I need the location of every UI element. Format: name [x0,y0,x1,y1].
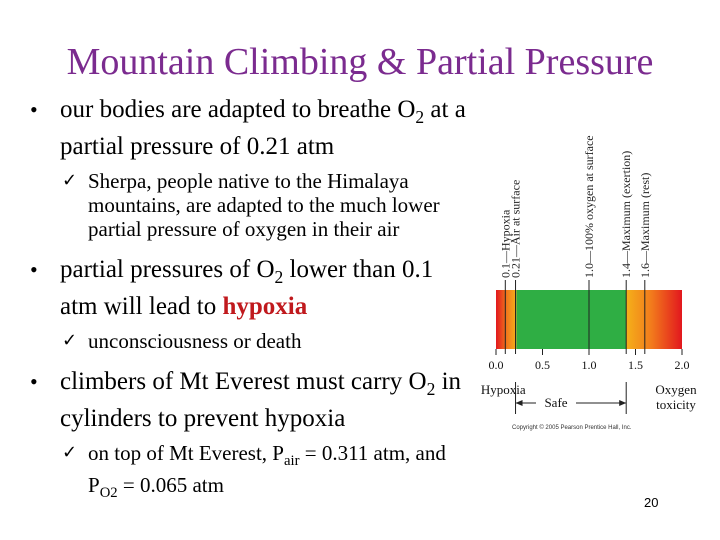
sub-bullet-everest: ✓ on top of Mt Everest, $P_{air} = 0.311$ atm, and $P_{O2} = 0.065$ atm [62,441,446,502]
tick-label-4: 2.0 [674,358,690,372]
bullet-text-cont: at a partial pressure of 0.21 atm [60,96,466,160]
safe-arrowhead-right [619,400,626,406]
toxicity-zone-band [626,290,682,349]
slide-title: Mountain Climbing & Partial Pressure [66,41,654,83]
bullet-dot: • [30,369,38,394]
bullet-breathe-o2: • our bodies are adapted to breathe $O_2$ at a partial pressure of 0.21 atm [30,96,466,160]
copyright-text: Copyright © 2005 Pearson Prentice Hall, Inc. [512,425,632,431]
hypoxia-zone-band [496,290,516,349]
tick-label-0: 0.0 [488,358,504,372]
bullet-list [30,95,470,519]
zone-label-safe: Safe [544,395,568,410]
bullet-dot: • [30,97,38,122]
marker-label-3: 1.4—Maximum (exertion) [619,150,634,278]
checkmark-icon: ✓ [62,442,78,463]
marker-label-0: 0.1—Hypoxia [498,209,513,278]
zone-label-hypoxia: Hypoxia [480,382,526,397]
tick-label-2: 1.0 [581,358,597,372]
sub-bullet-unconsciousness: ✓ unconsciousness or death [62,329,302,353]
bullet-text: our bodies are adapted to breathe O [60,96,416,123]
bullet-climbers: • climbers of Mt Everest must carry $O_2$ in cylinders to prevent hypoxia [30,368,462,432]
marker-label-1: 0.21—Air at surface [508,179,523,278]
safe-arrowhead-left [516,400,523,406]
checkmark-icon: ✓ [62,330,78,351]
pressure-scale-diagram [464,92,700,437]
bullet-low-pressure: • partial pressures of $O_2$ lower than 0.1 atm will lead to hypoxia [30,256,434,320]
hypoxia-emphasis: hypoxia [222,293,308,320]
marker-label-4: 1.6—Maximum (rest) [637,172,652,278]
partial-pressure-figure [464,92,700,437]
tick-group [489,349,690,372]
tick-label-1: 0.5 [535,358,550,372]
zone-group [481,382,697,414]
safe-zone-band [516,290,626,349]
checkmark-icon: ✓ [62,170,78,191]
page-number: 20 [644,495,659,510]
zone-label-oxygen: Oxygen [655,382,697,397]
tick-label-3: 1.5 [628,358,643,372]
zone-label-toxicity: toxicity [656,397,696,412]
marker-label-2: 1.0—100% oxygen at surface [582,135,596,278]
bullet-dot: • [30,257,38,282]
sub-bullet-sherpa: ✓ Sherpa, people native to the Himalaya mountains, are adapted to the much lower partial pressure of oxygen in their air [62,169,440,241]
